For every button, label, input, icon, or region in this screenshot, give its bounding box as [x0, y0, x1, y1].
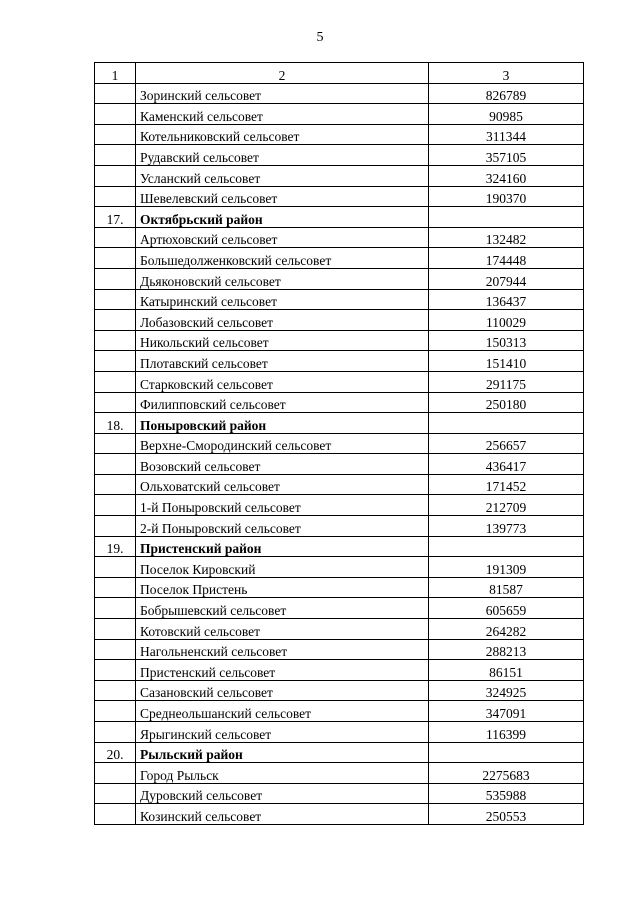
- column-header-name: 2: [136, 63, 429, 84]
- page-number: 5: [316, 30, 324, 45]
- row-number-cell: [95, 433, 136, 454]
- amount-cell: 436417: [429, 454, 584, 475]
- amount-cell: 347091: [429, 701, 584, 722]
- amount-cell: 2275683: [429, 763, 584, 784]
- row-number-cell: [95, 165, 136, 186]
- amount-cell: 150313: [429, 330, 584, 351]
- row-number-cell: [95, 680, 136, 701]
- amount-cell: 311344: [429, 124, 584, 145]
- amount-cell: 357105: [429, 145, 584, 166]
- municipality-name-cell: Возовский сельсовет: [136, 454, 429, 475]
- row-number-cell: 20.: [95, 742, 136, 763]
- amount-cell: 256657: [429, 433, 584, 454]
- table-row: [95, 289, 584, 310]
- table-row: [95, 577, 584, 598]
- row-number-cell: [95, 268, 136, 289]
- row-number-cell: [95, 474, 136, 495]
- amount-cell: 212709: [429, 495, 584, 516]
- row-number-cell: 19.: [95, 536, 136, 557]
- table-row: [95, 701, 584, 722]
- municipality-name-cell: Усланский сельсовет: [136, 165, 429, 186]
- municipality-name-cell: Дуровский сельсовет: [136, 783, 429, 804]
- district-name-cell: Пристенский район: [136, 536, 429, 557]
- row-number-cell: [95, 351, 136, 372]
- row-number-cell: [95, 598, 136, 619]
- amount-cell: [429, 536, 584, 557]
- table-row: [95, 371, 584, 392]
- row-number-cell: [95, 701, 136, 722]
- row-number-cell: [95, 783, 136, 804]
- municipality-name-cell: Бобрышевский сельсовет: [136, 598, 429, 619]
- municipality-name-cell: Шевелевский сельсовет: [136, 186, 429, 207]
- municipality-name-cell: Рудавский сельсовет: [136, 145, 429, 166]
- amount-cell: [429, 207, 584, 228]
- district-row: [95, 413, 584, 434]
- municipality-name-cell: Катыринский сельсовет: [136, 289, 429, 310]
- table-row: [95, 680, 584, 701]
- row-number-cell: [95, 577, 136, 598]
- table-row: [95, 722, 584, 743]
- table-row: [95, 433, 584, 454]
- table-row: [95, 227, 584, 248]
- table-row: [95, 351, 584, 372]
- amount-cell: 139773: [429, 516, 584, 537]
- budget-table: [94, 62, 584, 825]
- row-number-cell: [95, 639, 136, 660]
- municipality-name-cell: Старковский сельсовет: [136, 371, 429, 392]
- row-number-cell: 18.: [95, 413, 136, 434]
- municipality-name-cell: Нагольненский сельсовет: [136, 639, 429, 660]
- table-row: [95, 83, 584, 104]
- amount-cell: 151410: [429, 351, 584, 372]
- amount-cell: 291175: [429, 371, 584, 392]
- municipality-name-cell: Город Рыльск: [136, 763, 429, 784]
- row-number-cell: [95, 310, 136, 331]
- municipality-name-cell: Сазановский сельсовет: [136, 680, 429, 701]
- table-row: [95, 619, 584, 640]
- table-row: [95, 763, 584, 784]
- table-row: [95, 495, 584, 516]
- municipality-name-cell: Большедолженковский сельсовет: [136, 248, 429, 269]
- table-row: [95, 557, 584, 578]
- amount-cell: 605659: [429, 598, 584, 619]
- table-row: [95, 104, 584, 125]
- row-number-cell: [95, 454, 136, 475]
- municipality-name-cell: Дьяконовский сельсовет: [136, 268, 429, 289]
- amount-cell: 264282: [429, 619, 584, 640]
- district-name-cell: Поныровский район: [136, 413, 429, 434]
- table-row: [95, 392, 584, 413]
- table-row: [95, 804, 584, 825]
- amount-cell: 324160: [429, 165, 584, 186]
- table-row: [95, 454, 584, 475]
- table-row: [95, 268, 584, 289]
- table-row: [95, 474, 584, 495]
- row-number-cell: [95, 495, 136, 516]
- municipality-name-cell: Плотавский сельсовет: [136, 351, 429, 372]
- municipality-name-cell: Ярыгинский сельсовет: [136, 722, 429, 743]
- amount-cell: 250180: [429, 392, 584, 413]
- column-header-amount: 3: [429, 63, 584, 84]
- table-body: [95, 83, 584, 824]
- table-row: [95, 310, 584, 331]
- amount-cell: [429, 742, 584, 763]
- table-row: [95, 248, 584, 269]
- row-number-cell: [95, 722, 136, 743]
- municipality-name-cell: Филипповский сельсовет: [136, 392, 429, 413]
- row-number-cell: [95, 227, 136, 248]
- municipality-name-cell: 2-й Поныровский сельсовет: [136, 516, 429, 537]
- table-row: [95, 639, 584, 660]
- amount-cell: 132482: [429, 227, 584, 248]
- table-row: [95, 516, 584, 537]
- table-row: [95, 124, 584, 145]
- district-row: [95, 207, 584, 228]
- row-number-cell: [95, 124, 136, 145]
- amount-cell: 171452: [429, 474, 584, 495]
- row-number-cell: [95, 804, 136, 825]
- row-number-cell: [95, 763, 136, 784]
- amount-cell: 324925: [429, 680, 584, 701]
- row-number-cell: [95, 392, 136, 413]
- amount-cell: 110029: [429, 310, 584, 331]
- district-name-cell: Октябрьский район: [136, 207, 429, 228]
- municipality-name-cell: 1-й Поныровский сельсовет: [136, 495, 429, 516]
- municipality-name-cell: Верхне-Смородинский сельсовет: [136, 433, 429, 454]
- municipality-name-cell: Козинский сельсовет: [136, 804, 429, 825]
- amount-cell: 191309: [429, 557, 584, 578]
- municipality-name-cell: Зоринский сельсовет: [136, 83, 429, 104]
- row-number-cell: [95, 145, 136, 166]
- municipality-name-cell: Поселок Пристень: [136, 577, 429, 598]
- district-name-cell: Рыльский район: [136, 742, 429, 763]
- district-row: [95, 742, 584, 763]
- municipality-name-cell: Каменский сельсовет: [136, 104, 429, 125]
- table-row: [95, 165, 584, 186]
- amount-cell: 90985: [429, 104, 584, 125]
- row-number-cell: [95, 289, 136, 310]
- row-number-cell: [95, 660, 136, 681]
- row-number-cell: [95, 83, 136, 104]
- row-number-cell: [95, 516, 136, 537]
- municipality-name-cell: Котельниковский сельсовет: [136, 124, 429, 145]
- table-row: [95, 186, 584, 207]
- table-row: [95, 783, 584, 804]
- municipality-name-cell: Артюховский сельсовет: [136, 227, 429, 248]
- table-row: [95, 145, 584, 166]
- table-row: [95, 660, 584, 681]
- municipality-name-cell: Ольховатский сельсовет: [136, 474, 429, 495]
- municipality-name-cell: Лобазовский сельсовет: [136, 310, 429, 331]
- amount-cell: 116399: [429, 722, 584, 743]
- amount-cell: 207944: [429, 268, 584, 289]
- row-number-cell: [95, 330, 136, 351]
- district-row: [95, 536, 584, 557]
- table-header-row: [95, 63, 584, 84]
- amount-cell: 826789: [429, 83, 584, 104]
- amount-cell: 81587: [429, 577, 584, 598]
- municipality-name-cell: Котовский сельсовет: [136, 619, 429, 640]
- column-header-number: 1: [95, 63, 136, 84]
- row-number-cell: [95, 104, 136, 125]
- amount-cell: 86151: [429, 660, 584, 681]
- table-row: [95, 598, 584, 619]
- row-number-cell: [95, 619, 136, 640]
- row-number-cell: [95, 248, 136, 269]
- amount-cell: [429, 413, 584, 434]
- amount-cell: 288213: [429, 639, 584, 660]
- amount-cell: 174448: [429, 248, 584, 269]
- municipality-name-cell: Поселок Кировский: [136, 557, 429, 578]
- municipality-name-cell: Пристенский сельсовет: [136, 660, 429, 681]
- municipality-name-cell: Никольский сельсовет: [136, 330, 429, 351]
- row-number-cell: [95, 186, 136, 207]
- row-number-cell: [95, 557, 136, 578]
- row-number-cell: [95, 371, 136, 392]
- municipality-name-cell: Среднеольшанский сельсовет: [136, 701, 429, 722]
- amount-cell: 190370: [429, 186, 584, 207]
- amount-cell: 250553: [429, 804, 584, 825]
- table-row: [95, 330, 584, 351]
- amount-cell: 136437: [429, 289, 584, 310]
- amount-cell: 535988: [429, 783, 584, 804]
- row-number-cell: 17.: [95, 207, 136, 228]
